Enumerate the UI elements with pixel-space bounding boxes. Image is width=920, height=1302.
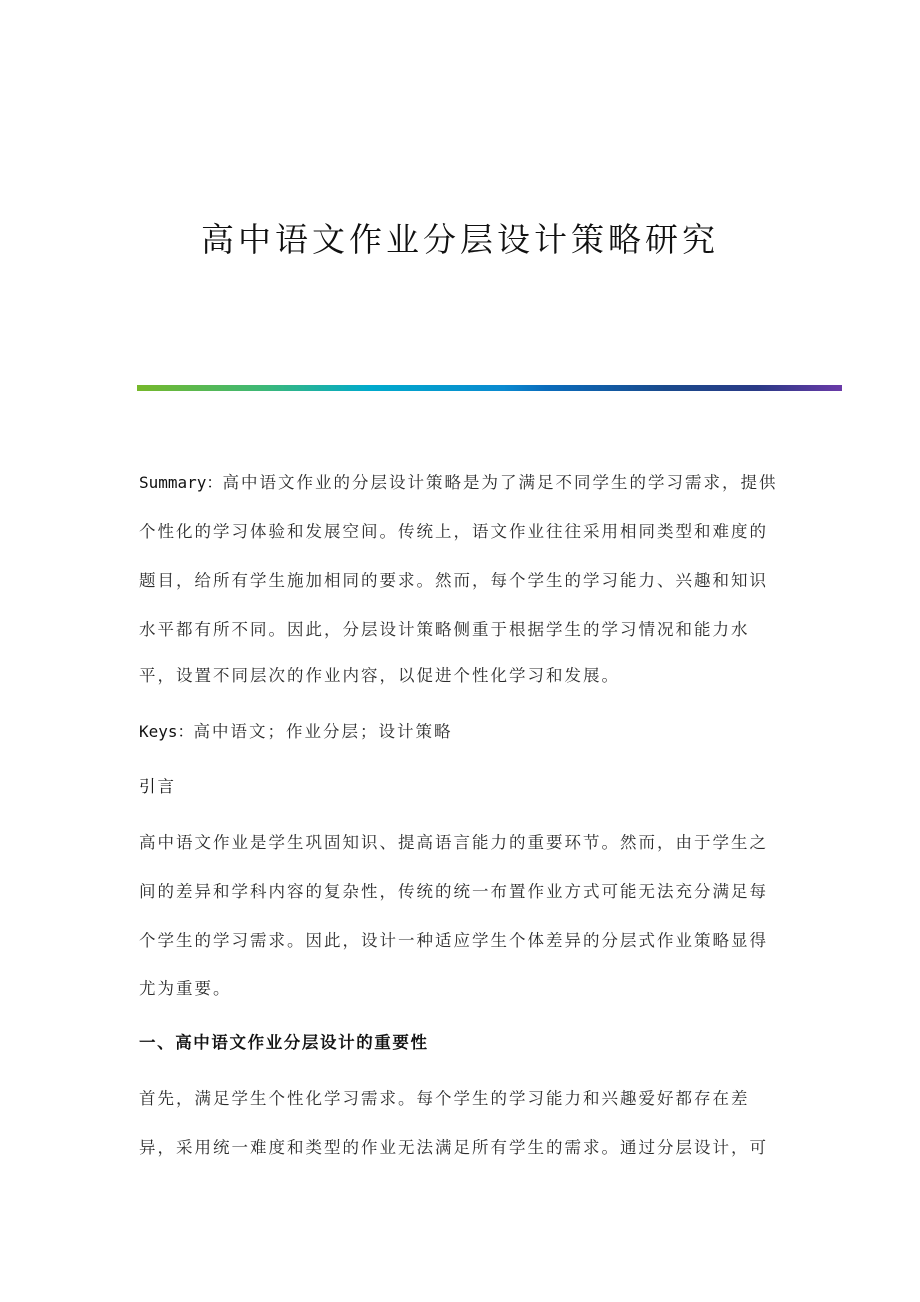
intro-line: 尤为重要。 [139, 979, 232, 998]
summary-label: Summary： [139, 473, 223, 492]
keywords-line [139, 720, 799, 744]
keywords-label: Keys： [139, 722, 194, 741]
section-heading: 一、高中语文作业分层设计的重要性 [139, 1033, 429, 1052]
document-title: 高中语文作业分层设计策略研究 [201, 220, 719, 259]
intro-line: 间的差异和学科内容的复杂性，传统的统一布置作业方式可能无法充分满足每 [139, 882, 768, 901]
summary-line: 平，设置不同层次的作业内容，以促进个性化学习和发展。 [139, 666, 620, 685]
gradient-divider [137, 385, 842, 391]
summary-line: 水平都有所不同。因此，分层设计策略侧重于根据学生的学习情况和能力水 [139, 620, 750, 639]
intro-line: 个学生的学习需求。因此，设计一种适应学生个体差异的分层式作业策略显得 [139, 931, 768, 950]
summary-text: 高中语文作业的分层设计策略是为了满足不同学生的学习需求，提供 [222, 473, 778, 492]
summary-line: 题目，给所有学生施加相同的要求。然而，每个学生的学习能力、兴趣和知识 [139, 571, 768, 590]
keywords-text: 高中语文；作业分层；设计策略 [193, 722, 453, 741]
intro-heading: 引言 [139, 777, 176, 796]
intro-line: 高中语文作业是学生巩固知识、提高语言能力的重要环节。然而，由于学生之 [139, 833, 768, 852]
section-line: 异，采用统一难度和类型的作业无法满足所有学生的需求。通过分层设计，可 [139, 1138, 768, 1157]
section-line: 首先，满足学生个性化学习需求。每个学生的学习能力和兴趣爱好都存在差 [139, 1089, 750, 1108]
summary-line [139, 471, 799, 495]
summary-line: 个性化的学习体验和发展空间。传统上，语文作业往往采用相同类型和难度的 [139, 522, 768, 541]
